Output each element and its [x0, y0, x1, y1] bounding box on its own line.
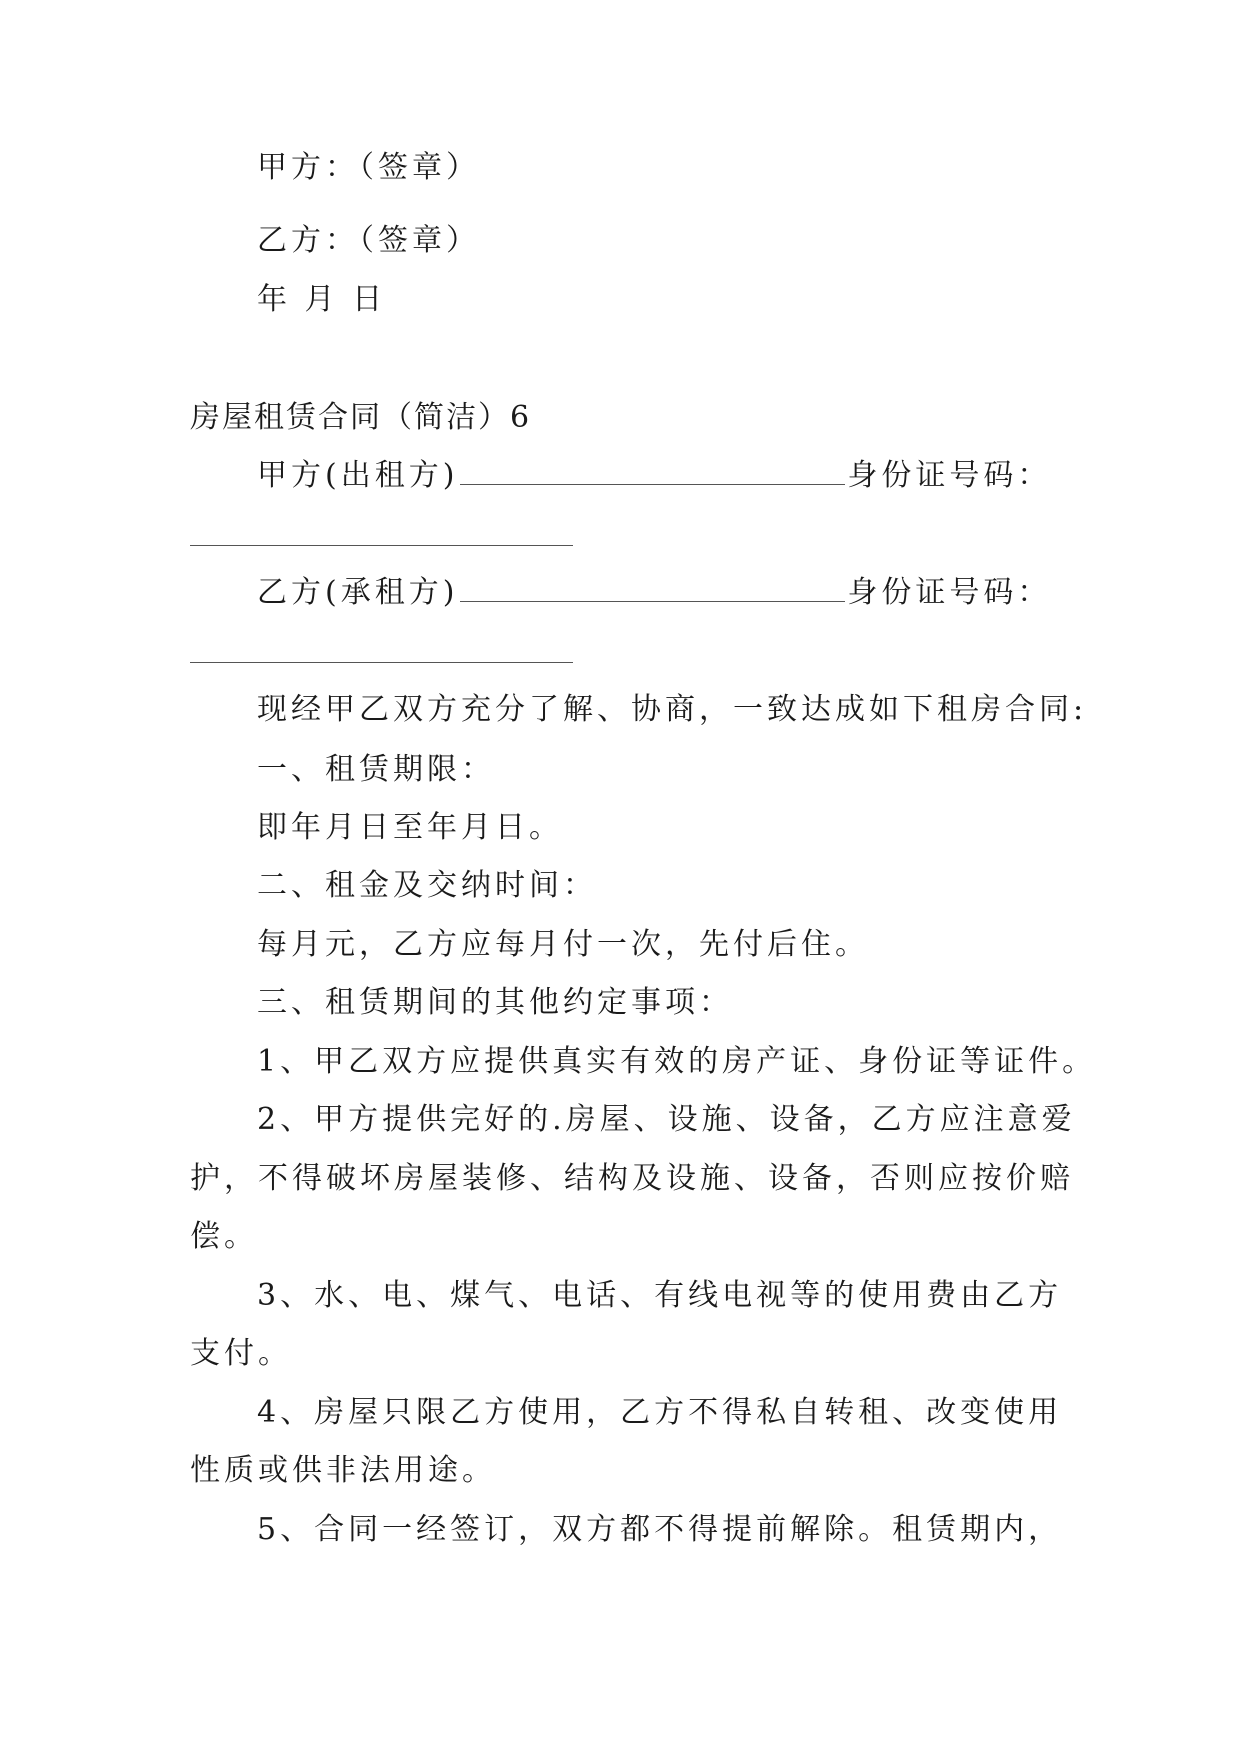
section-3-title: 三、租赁期间的其他约定事项： [257, 985, 733, 1020]
section-2-text: 每月元，乙方应每月付一次，先付后住。 [257, 927, 869, 962]
section-1-text: 即年月日至年月日。 [257, 810, 563, 845]
section-2-title: 二、租金及交纳时间： [257, 868, 597, 903]
item-3-line-2: 支付。 [190, 1336, 292, 1371]
item-2-line-3: 偿。 [190, 1219, 258, 1254]
lessor-id-blank [190, 545, 573, 546]
lessor-id-label: 身份证号码： [847, 458, 1052, 493]
lessee-id-label: 身份证号码： [847, 575, 1052, 610]
intro-paragraph: 现经甲乙双方充分了解、协商，一致达成如下租房合同: [257, 692, 1088, 727]
lessee-label: 乙方(承租方) [257, 575, 459, 610]
signature-date: 年 月 日 [257, 282, 387, 317]
item-4-line-1: 4、房屋只限乙方使用，乙方不得私自转租、改变使用 [257, 1395, 1063, 1430]
item-5-line-1: 5、合同一经签订，双方都不得提前解除。租赁期内， [257, 1512, 1063, 1547]
item-1: 1、甲乙双方应提供真实有效的房产证、身份证等证件。 [257, 1044, 1097, 1079]
item-4-line-2: 性质或供非法用途。 [190, 1453, 496, 1488]
item-3-line-1: 3、水、电、煤气、电话、有线电视等的使用费由乙方 [257, 1278, 1063, 1313]
lessee-id-blank [190, 662, 573, 663]
lessee-name-blank [460, 575, 845, 602]
lessor-row [257, 456, 1051, 496]
item-2-line-1: 2、甲方提供完好的.房屋、设施、设备，乙方应注意爱 [257, 1102, 1076, 1137]
item-2-line-2: 护，不得破坏房屋装修、结构及设施、设备，否则应按价赔 [190, 1161, 1074, 1196]
lessee-row [257, 573, 1051, 613]
contract-heading: 房屋租赁合同（简洁）6 [190, 400, 532, 435]
section-1-title: 一、租赁期限： [257, 752, 495, 787]
signature-party-a: 甲方：（签章） [257, 150, 480, 185]
signature-party-b: 乙方：（签章） [257, 223, 480, 258]
lessor-name-blank [460, 458, 845, 485]
lessor-label: 甲方(出租方) [257, 458, 459, 493]
